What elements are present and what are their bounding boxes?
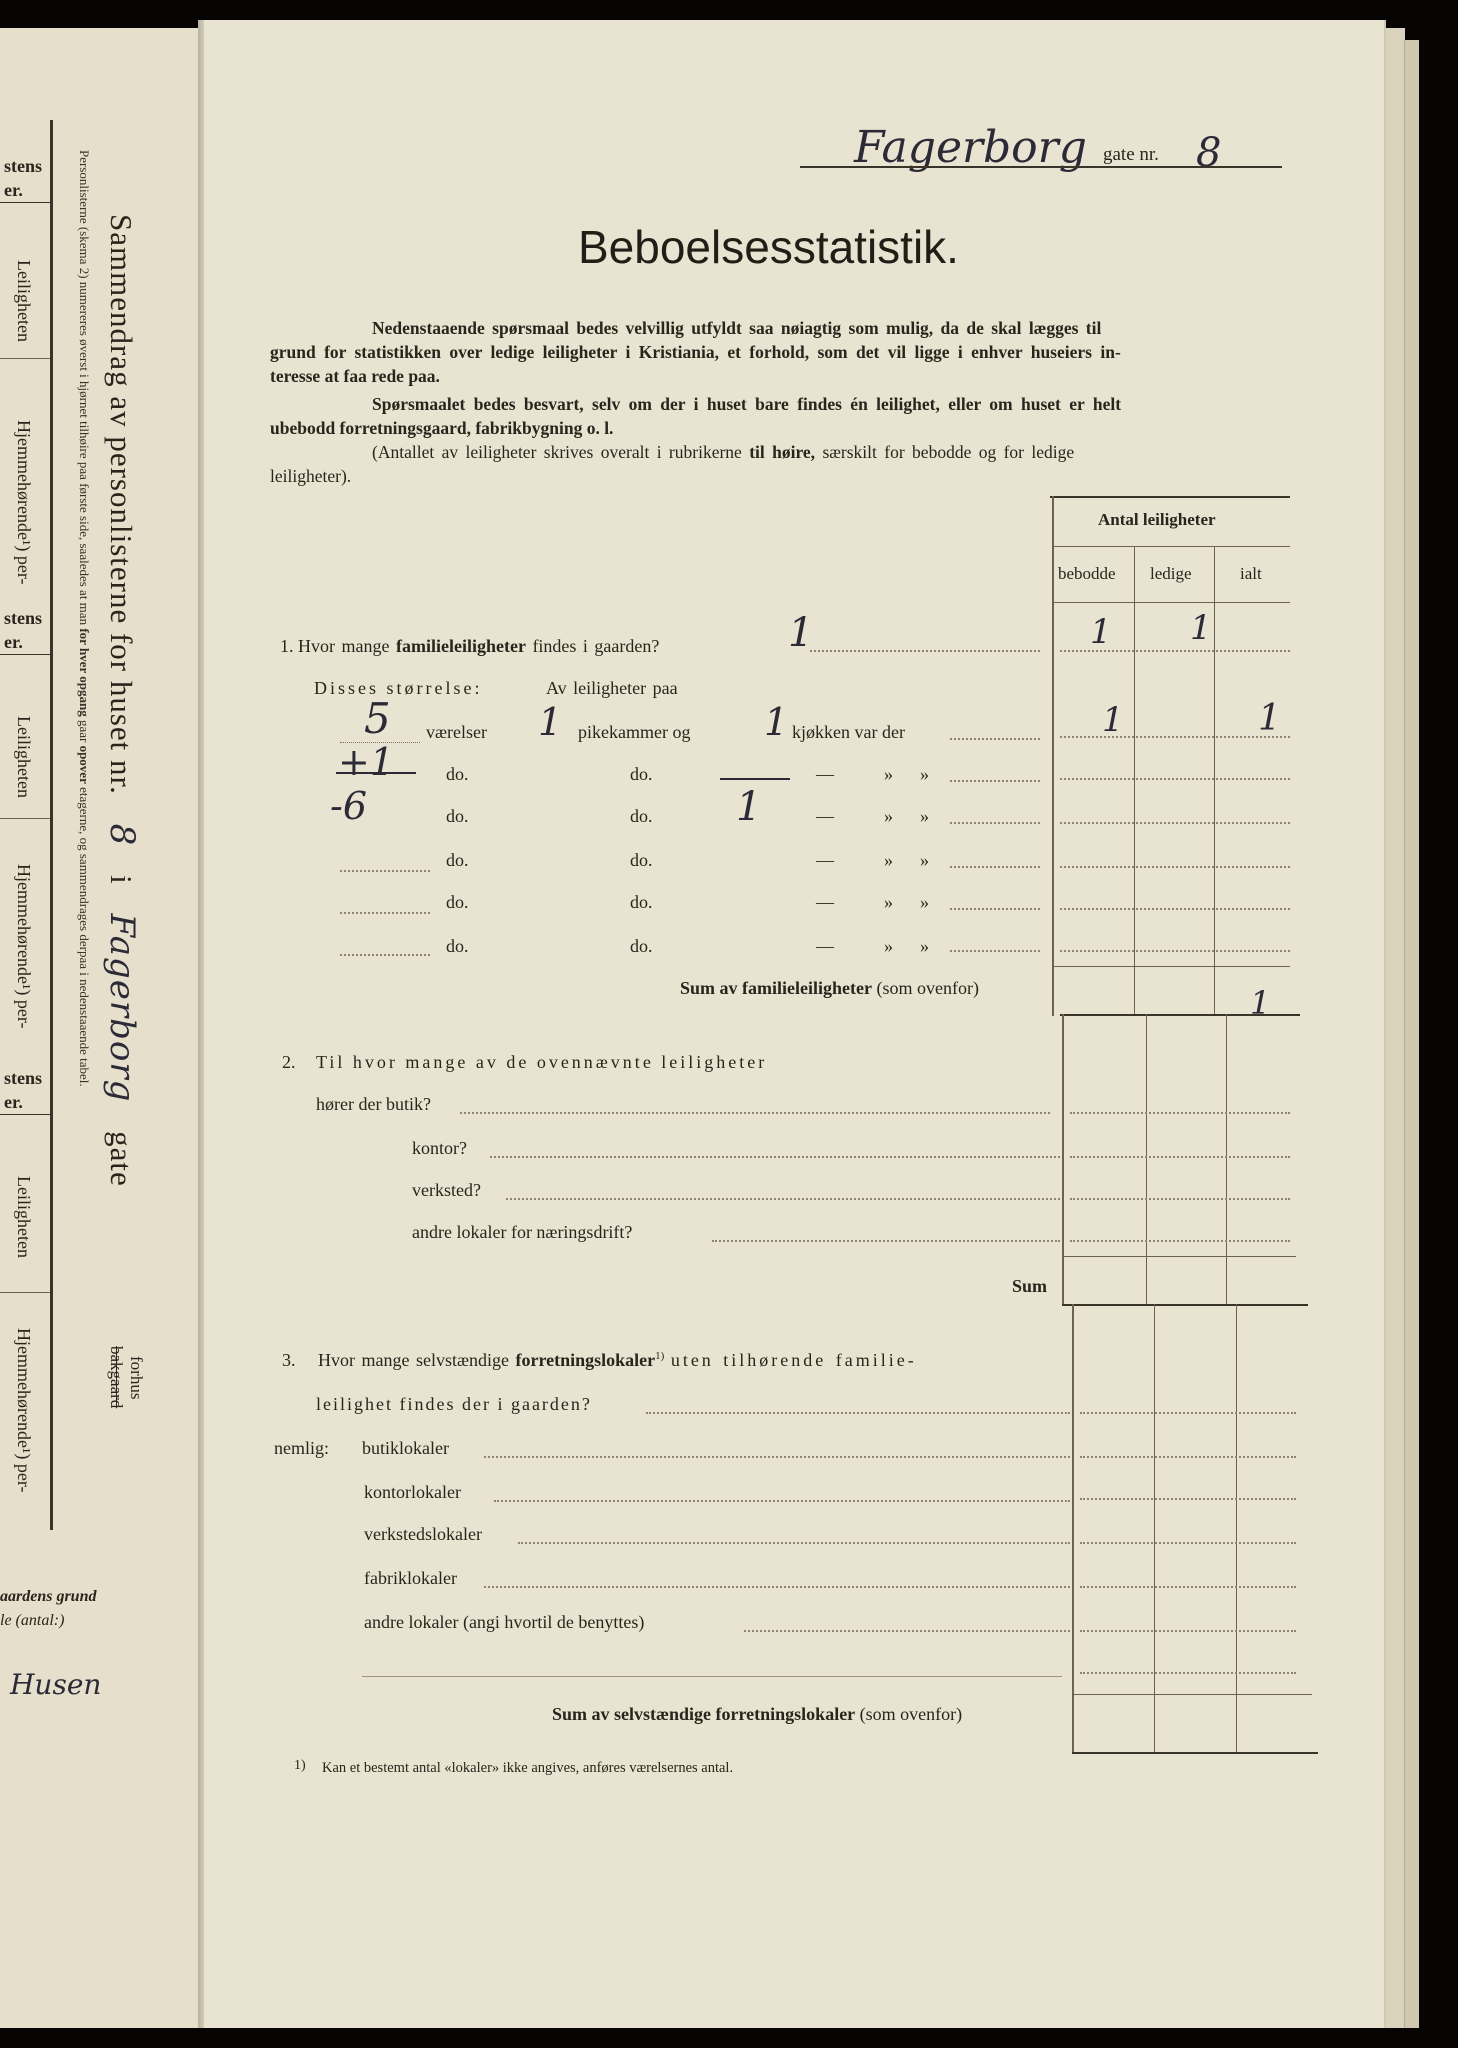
table-dots	[1070, 1198, 1290, 1200]
row6-quote2: »	[920, 936, 929, 956]
table-col-line	[1154, 1304, 1155, 1752]
q1-number: 1.	[280, 636, 294, 656]
sidebar-gate: gate	[104, 1131, 139, 1187]
row5-quote1: »	[884, 892, 893, 912]
q2-andre: andre lokaler for næringsdrift?	[412, 1222, 633, 1242]
page-edge	[1384, 28, 1405, 2028]
left-handwriting: Husen	[10, 1668, 102, 1701]
table-col-line	[1062, 1014, 1064, 1304]
row5-quote2: »	[920, 892, 929, 912]
row1-pikekammer: pikekammer og	[578, 722, 691, 742]
row5-do: do.	[446, 892, 469, 912]
row1-dots	[950, 738, 1040, 740]
q2-kontor-dots	[490, 1156, 1060, 1158]
row5-dots	[950, 908, 1040, 910]
row3-dots	[950, 822, 1040, 824]
left-hjemmehorende-3: Hjemmehørende¹) per-	[14, 1328, 34, 1493]
row3-kjokken-handwritten: 1	[736, 784, 762, 830]
sidebar-title	[102, 214, 142, 1187]
table-dots	[1080, 1456, 1296, 1458]
row3-do2: do.	[630, 806, 653, 826]
table-col-line	[1052, 496, 1054, 1016]
page-edge	[1404, 40, 1419, 2028]
gate-label: gate nr.	[1103, 144, 1159, 165]
q2-kontor: kontor?	[412, 1138, 467, 1158]
sidebar-bakgaard: bakgaard	[107, 1346, 126, 1409]
q2-number: 2.	[282, 1052, 296, 1072]
table-dots	[1080, 1630, 1296, 1632]
q3-line2-dots	[646, 1412, 1070, 1414]
left-grund: aardens grund	[0, 1588, 97, 1605]
sidebar-instr-b: for hver opgang	[77, 628, 92, 717]
q1-text-b: familieleiligheter	[395, 636, 526, 656]
table-rule	[1062, 1256, 1296, 1257]
left-leiligheten-1: Leiligheten	[14, 260, 34, 342]
q3-butik: butiklokaler	[362, 1438, 449, 1458]
row2-dash: —	[816, 764, 834, 784]
intro-p3-b: til høire,	[749, 442, 816, 462]
q3-nemlig: nemlig:	[274, 1438, 329, 1458]
left-stens-2: stens	[4, 608, 43, 628]
sidebar-instr-a: Personlisterne (skema 2) numereres øverst i hjørnet tilhøire paa første side, saaledes at man	[77, 150, 92, 626]
row2-quote2: »	[920, 764, 929, 784]
sidebar-instr-d: opover	[77, 745, 92, 784]
sidebar-forhus: forhus	[127, 1356, 146, 1400]
table-rule	[1072, 1694, 1312, 1695]
row3-dash: —	[816, 806, 834, 826]
q2-sum: Sum	[1012, 1276, 1048, 1296]
table-header-title: Antal leiligheter	[1098, 510, 1216, 529]
left-leiligheten-3: Leiligheten	[14, 1176, 34, 1258]
table-dots	[1080, 1412, 1296, 1414]
row2-handwritten: +1	[338, 740, 395, 784]
left-leiligheten-2: Leiligheten	[14, 716, 34, 798]
q3-sum-b: (som ovenfor)	[859, 1704, 963, 1724]
table-dots	[1060, 822, 1290, 824]
table-rule	[1054, 966, 1290, 967]
row1-bebodde-handwritten: 1	[1102, 700, 1124, 740]
table-bottom-rule	[1072, 1752, 1318, 1754]
row1-ialt-handwritten: 1	[1258, 698, 1281, 739]
left-rule	[0, 1292, 50, 1293]
intro-p2-line1: Spørsmaalet bedes besvart, selv om der i huset bare findes én leilighet, eller om huset er helt	[372, 394, 1122, 414]
table-dots	[1060, 950, 1290, 952]
left-rule	[0, 358, 50, 359]
row1-vaerelser: værelser	[426, 722, 487, 742]
table-col-line	[1134, 546, 1135, 1016]
row5-line	[340, 912, 430, 914]
sidebar-title-text: Sammendrag av personlisterne for huset nr.	[104, 214, 139, 795]
table-col-line	[1072, 1304, 1074, 1752]
street-handwritten: Fagerborg	[854, 122, 1087, 173]
row5-dash: —	[816, 892, 834, 912]
table-dots	[1080, 1672, 1296, 1674]
q3-write-line	[362, 1676, 1062, 1677]
row5-do2: do.	[630, 892, 653, 912]
col-bebodde: bebodde	[1058, 564, 1116, 583]
row2-quote1: »	[884, 764, 893, 784]
row6-do2: do.	[630, 936, 653, 956]
row3-quote1: »	[884, 806, 893, 826]
row3-quote2: »	[920, 806, 929, 826]
row4-quote1: »	[884, 850, 893, 870]
table-dots	[1080, 1586, 1296, 1588]
q3-verksted: verkstedslokaler	[364, 1524, 482, 1544]
left-er-2: er.	[4, 632, 23, 652]
intro-p3-a: (Antallet av leiligheter skrives overalt i rubrikerne	[372, 442, 742, 462]
q2-andre-dots	[712, 1240, 1060, 1242]
left-page	[0, 28, 200, 2028]
header-rule	[800, 166, 1282, 168]
q1-dots	[810, 650, 1040, 652]
sidebar-instructions	[76, 150, 92, 1087]
q2-verksted: verksted?	[412, 1180, 481, 1200]
row2-hand-line	[720, 778, 790, 780]
table-header-rule	[1054, 546, 1290, 547]
q3-text-a: Hvor mange selvstændige	[318, 1350, 509, 1370]
page-title: Beboelsesstatistik.	[578, 221, 959, 273]
table-dots	[1070, 1156, 1290, 1158]
row4-quote2: »	[920, 850, 929, 870]
table-dots	[1070, 1240, 1290, 1242]
row6-dash: —	[816, 936, 834, 956]
left-rule	[0, 202, 50, 203]
q1-sizes-label-b: Av leiligheter paa	[546, 678, 678, 698]
q1-sum-a: Sum av familieleiligheter	[680, 978, 872, 998]
row6-dots	[950, 950, 1040, 952]
row6-do: do.	[446, 936, 469, 956]
sidebar-number-handwritten: 8	[102, 823, 142, 847]
q3-sum-a: Sum av selvstændige forretningslokaler	[552, 1704, 856, 1724]
col-ialt: ialt	[1240, 564, 1262, 583]
q1-sum	[680, 978, 979, 999]
q3-andre-dots	[744, 1630, 1070, 1632]
table-col-line	[1146, 1014, 1147, 1304]
q3-text-b: forretningslokaler	[515, 1350, 656, 1370]
row1-kjokken-handwritten: 1	[764, 700, 789, 744]
q1-text-c: findes i gaarden?	[532, 636, 660, 656]
q2-butik-dots	[460, 1112, 1050, 1114]
table-subheader-rule	[1054, 602, 1290, 603]
table-col-line	[1236, 1304, 1237, 1752]
row4-dots	[950, 866, 1040, 868]
row6-quote1: »	[884, 936, 893, 956]
q3-butik-dots	[484, 1456, 1070, 1458]
table-dots	[1080, 1498, 1296, 1500]
row1-kjokken: kjøkken var der	[792, 722, 905, 742]
table-sum-rule	[1062, 1304, 1308, 1306]
q1-sum-handwritten: 1	[1250, 984, 1271, 1022]
q3-text: Hvor mange selvstændige forretningslokaler$^{1)}$ uten tilhørende familie-	[318, 1350, 917, 1370]
left-antal: le (antal:)	[0, 1612, 65, 1629]
left-hjemmehorende-1: Hjemmehørende¹) per-	[14, 420, 34, 585]
row6-line	[340, 954, 430, 956]
intro-p3-c: særskilt for bebodde og for ledige	[822, 442, 1075, 462]
q1-text	[298, 636, 659, 657]
q1-sizes-label: Disses størrelse:	[314, 678, 483, 698]
row2-do2: do.	[630, 764, 653, 784]
row4-line	[340, 870, 430, 872]
table-dots	[1060, 736, 1290, 738]
left-stens-1: stens	[4, 156, 43, 176]
q1-ledige-handwritten: 1	[1190, 608, 1212, 648]
row1-vaerelser-handwritten: 5	[364, 694, 391, 743]
row3-do: do.	[446, 806, 469, 826]
row3-handwritten: -6	[330, 784, 368, 828]
left-table-rule	[50, 120, 53, 1530]
intro-p3-line2: leiligheter).	[270, 466, 352, 486]
number-handwritten: 8	[1196, 130, 1222, 176]
q3-number: 3.	[282, 1350, 296, 1370]
intro-p1-line1: Nedenstaaende spørsmaal bedes velvillig utfyldt saa nøiagtig som mulig, da de skal lægges til	[372, 318, 1102, 338]
row2-dots	[950, 780, 1040, 782]
left-er-1: er.	[4, 180, 23, 200]
q3-kontor: kontorlokaler	[364, 1482, 461, 1502]
row2-strike	[336, 772, 416, 774]
sidebar-instr-e: etagerne, og sammendrages derpaa i nedenstaaende tabel.	[77, 787, 92, 1087]
q3-sum	[552, 1704, 962, 1725]
intro-p1-line3: teresse at faa rede paa.	[270, 366, 440, 386]
row1-pike-handwritten: 1	[538, 700, 563, 744]
left-rule	[0, 654, 50, 655]
left-stens-3: stens	[4, 1068, 43, 1088]
intro-p2-line2: ubebodd forretningsgaard, fabrikbygning o. l.	[270, 418, 614, 438]
table-dots	[1070, 1112, 1290, 1114]
left-er-3: er.	[4, 1092, 23, 1112]
table-col-line	[1214, 546, 1215, 1016]
q2-text: Til hvor mange av de ovennævnte leiligheter	[316, 1052, 768, 1072]
row2-do: do.	[446, 764, 469, 784]
table-dots	[1060, 866, 1290, 868]
sidebar-street-handwritten: Fagerborg	[102, 913, 142, 1103]
row4-dash: —	[816, 850, 834, 870]
q3-text-c: uten tilhørende familie-	[670, 1350, 917, 1370]
footnote: Kan et bestemt antal «lokaler» ikke angives, anføres værelsernes antal.	[322, 1760, 734, 1776]
col-ledige: ledige	[1150, 564, 1192, 583]
q3-fabrik-dots	[484, 1586, 1070, 1588]
q1-bebodde-handwritten: 1	[1090, 612, 1112, 652]
table-dots	[1060, 778, 1290, 780]
q2-butik: hører der butik?	[316, 1094, 431, 1114]
row4-do: do.	[446, 850, 469, 870]
table-top-rule	[1050, 496, 1290, 498]
q3-kontor-dots	[494, 1500, 1070, 1502]
sidebar-instr-c: gaar	[77, 719, 92, 743]
q3-andre: andre lokaler (angi hvortil de benyttes)	[364, 1612, 645, 1632]
intro-p3-line1	[372, 442, 1074, 463]
table-dots	[1060, 908, 1290, 910]
table-dots	[1080, 1542, 1296, 1544]
q1-sum-b: (som ovenfor)	[876, 978, 979, 998]
q2-verksted-dots	[506, 1198, 1060, 1200]
left-rule	[0, 1114, 50, 1115]
left-hjemmehorende-2: Hjemmehørende¹) per-	[14, 864, 34, 1029]
table-col-line	[1226, 1014, 1227, 1304]
q1-text-a: Hvor mange	[298, 636, 390, 656]
row4-do2: do.	[630, 850, 653, 870]
intro-p1-line2: grund for statistikken over ledige leiligheter i Kristiania, et forhold, som det vil ligge i enhver huseiers in-	[270, 342, 1121, 362]
footnote-mark: 1)	[294, 1758, 306, 1773]
q1-answer-handwritten: 1	[788, 610, 814, 656]
sidebar-i: i	[104, 875, 139, 885]
q3-line2: leilighet findes der i gaarden?	[316, 1394, 592, 1414]
q3-verksted-dots	[518, 1542, 1070, 1544]
q3-fabrik: fabriklokaler	[364, 1568, 457, 1588]
left-rule	[0, 818, 50, 819]
